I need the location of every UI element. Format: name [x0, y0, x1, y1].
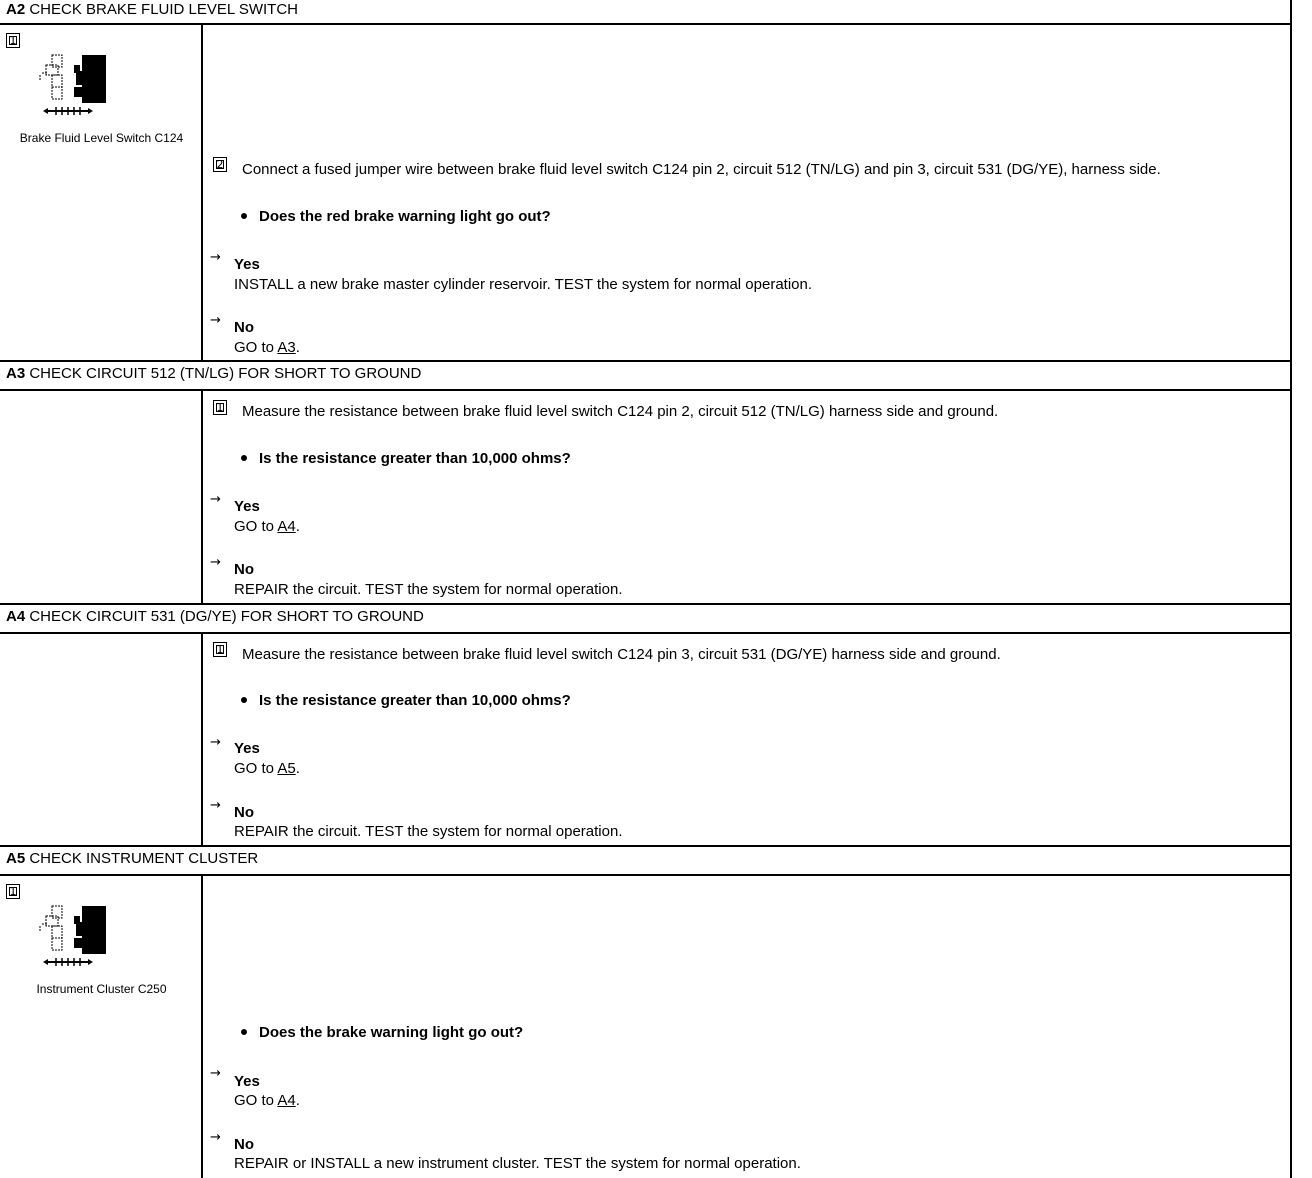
step-number-box: 1: [213, 400, 227, 415]
arrow-right-icon: →: [210, 250, 221, 265]
answer-yes-label: Yes: [234, 1073, 260, 1090]
steps-column-a5: [203, 876, 1290, 1178]
step-instruction: Connect a fused jumper wire between brake fluid level switch C124 pin 2, circuit 512 (TN/LG) and pin 3, circuit 531 (DG/YE), harness side.: [242, 161, 1161, 178]
arrow-right-icon: →: [210, 492, 221, 507]
test-title: CHECK CIRCUIT 512 (TN/LG) FOR SHORT TO GROUND: [29, 365, 422, 382]
figure-caption: Instrument Cluster C250: [36, 982, 167, 996]
step-instruction: Measure the resistance between brake fluid level switch C124 pin 2, circuit 512 (TN/LG) harness side and ground.: [242, 403, 999, 420]
bullet-icon: [241, 213, 247, 219]
figure-column-a2: [0, 25, 203, 361]
step-instruction: Measure the resistance between brake fluid level switch C124 pin 3, circuit 531 (DG/YE) harness side and ground.: [242, 646, 1001, 663]
question: Does the brake warning light go out?: [241, 1024, 523, 1041]
figure-column-a4: [0, 634, 203, 845]
answer-yes-label: Yes: [234, 498, 260, 515]
step-number-box: 2: [213, 157, 227, 172]
test-id: A5: [6, 850, 30, 867]
arrow-right-icon: →: [210, 555, 221, 570]
test-header-a5: [0, 845, 1290, 876]
answer-no-label: No: [234, 1136, 254, 1153]
answer-no-text: REPAIR the circuit. TEST the system for normal operation.: [234, 581, 623, 598]
answer-yes-label: Yes: [234, 256, 260, 273]
answer-no-label: No: [234, 804, 254, 821]
bullet-icon: [241, 455, 247, 461]
step-number-box: 1: [6, 884, 20, 899]
arrow-right-icon: →: [210, 1130, 221, 1145]
test-id: A2: [6, 1, 30, 18]
test-header-a2: [0, 0, 1290, 25]
arrow-right-icon: →: [210, 313, 221, 328]
steps-column-a3: [203, 391, 1290, 603]
answer-yes-text: GO to A4.: [234, 1092, 300, 1109]
answer-no-text: REPAIR or INSTALL a new instrument cluster. TEST the system for normal operation.: [234, 1155, 801, 1172]
bullet-icon: [241, 697, 247, 703]
figure-column-a5: [0, 876, 203, 1178]
test-header-a4: [0, 603, 1290, 634]
answer-no-text: REPAIR the circuit. TEST the system for normal operation.: [234, 823, 623, 840]
question: Is the resistance greater than 10,000 ohms?: [241, 450, 571, 467]
step-number-box: 1: [6, 33, 20, 48]
arrow-right-icon: →: [210, 735, 221, 750]
answer-no-label: No: [234, 319, 254, 336]
goto-link-a4[interactable]: A4: [277, 1092, 296, 1109]
test-id: A4: [6, 608, 30, 625]
connector-icon: [36, 902, 116, 972]
answer-yes-text: GO to A4.: [234, 518, 300, 535]
goto-link-a5[interactable]: A5: [277, 760, 296, 777]
test-title: CHECK BRAKE FLUID LEVEL SWITCH: [29, 1, 299, 18]
steps-column-a4: [203, 634, 1290, 845]
bullet-icon: [241, 1029, 247, 1035]
test-title: CHECK CIRCUIT 531 (DG/YE) FOR SHORT TO GROUND: [29, 608, 424, 625]
answer-yes-label: Yes: [234, 740, 260, 757]
figure-caption: Brake Fluid Level Switch C124: [19, 131, 184, 145]
answer-no-label: No: [234, 561, 254, 578]
steps-column-a2: [203, 25, 1290, 361]
test-id: A3: [6, 365, 30, 382]
step-number-box: 1: [213, 642, 227, 657]
arrow-right-icon: →: [210, 1066, 221, 1081]
test-title: CHECK INSTRUMENT CLUSTER: [29, 850, 259, 867]
figure-column-a3: [0, 391, 203, 603]
answer-yes-text: INSTALL a new brake master cylinder reservoir. TEST the system for normal operation.: [234, 276, 813, 293]
arrow-right-icon: →: [210, 798, 221, 813]
connector-icon: [36, 51, 116, 121]
goto-link-a4[interactable]: A4: [277, 518, 296, 535]
question: Does the red brake warning light go out?: [241, 208, 551, 225]
test-header-a3: [0, 360, 1290, 391]
answer-yes-text: GO to A5.: [234, 760, 300, 777]
answer-no-text: GO to A3.: [234, 339, 300, 356]
goto-link-a3[interactable]: A3: [277, 339, 296, 356]
question: Is the resistance greater than 10,000 ohms?: [241, 692, 571, 709]
